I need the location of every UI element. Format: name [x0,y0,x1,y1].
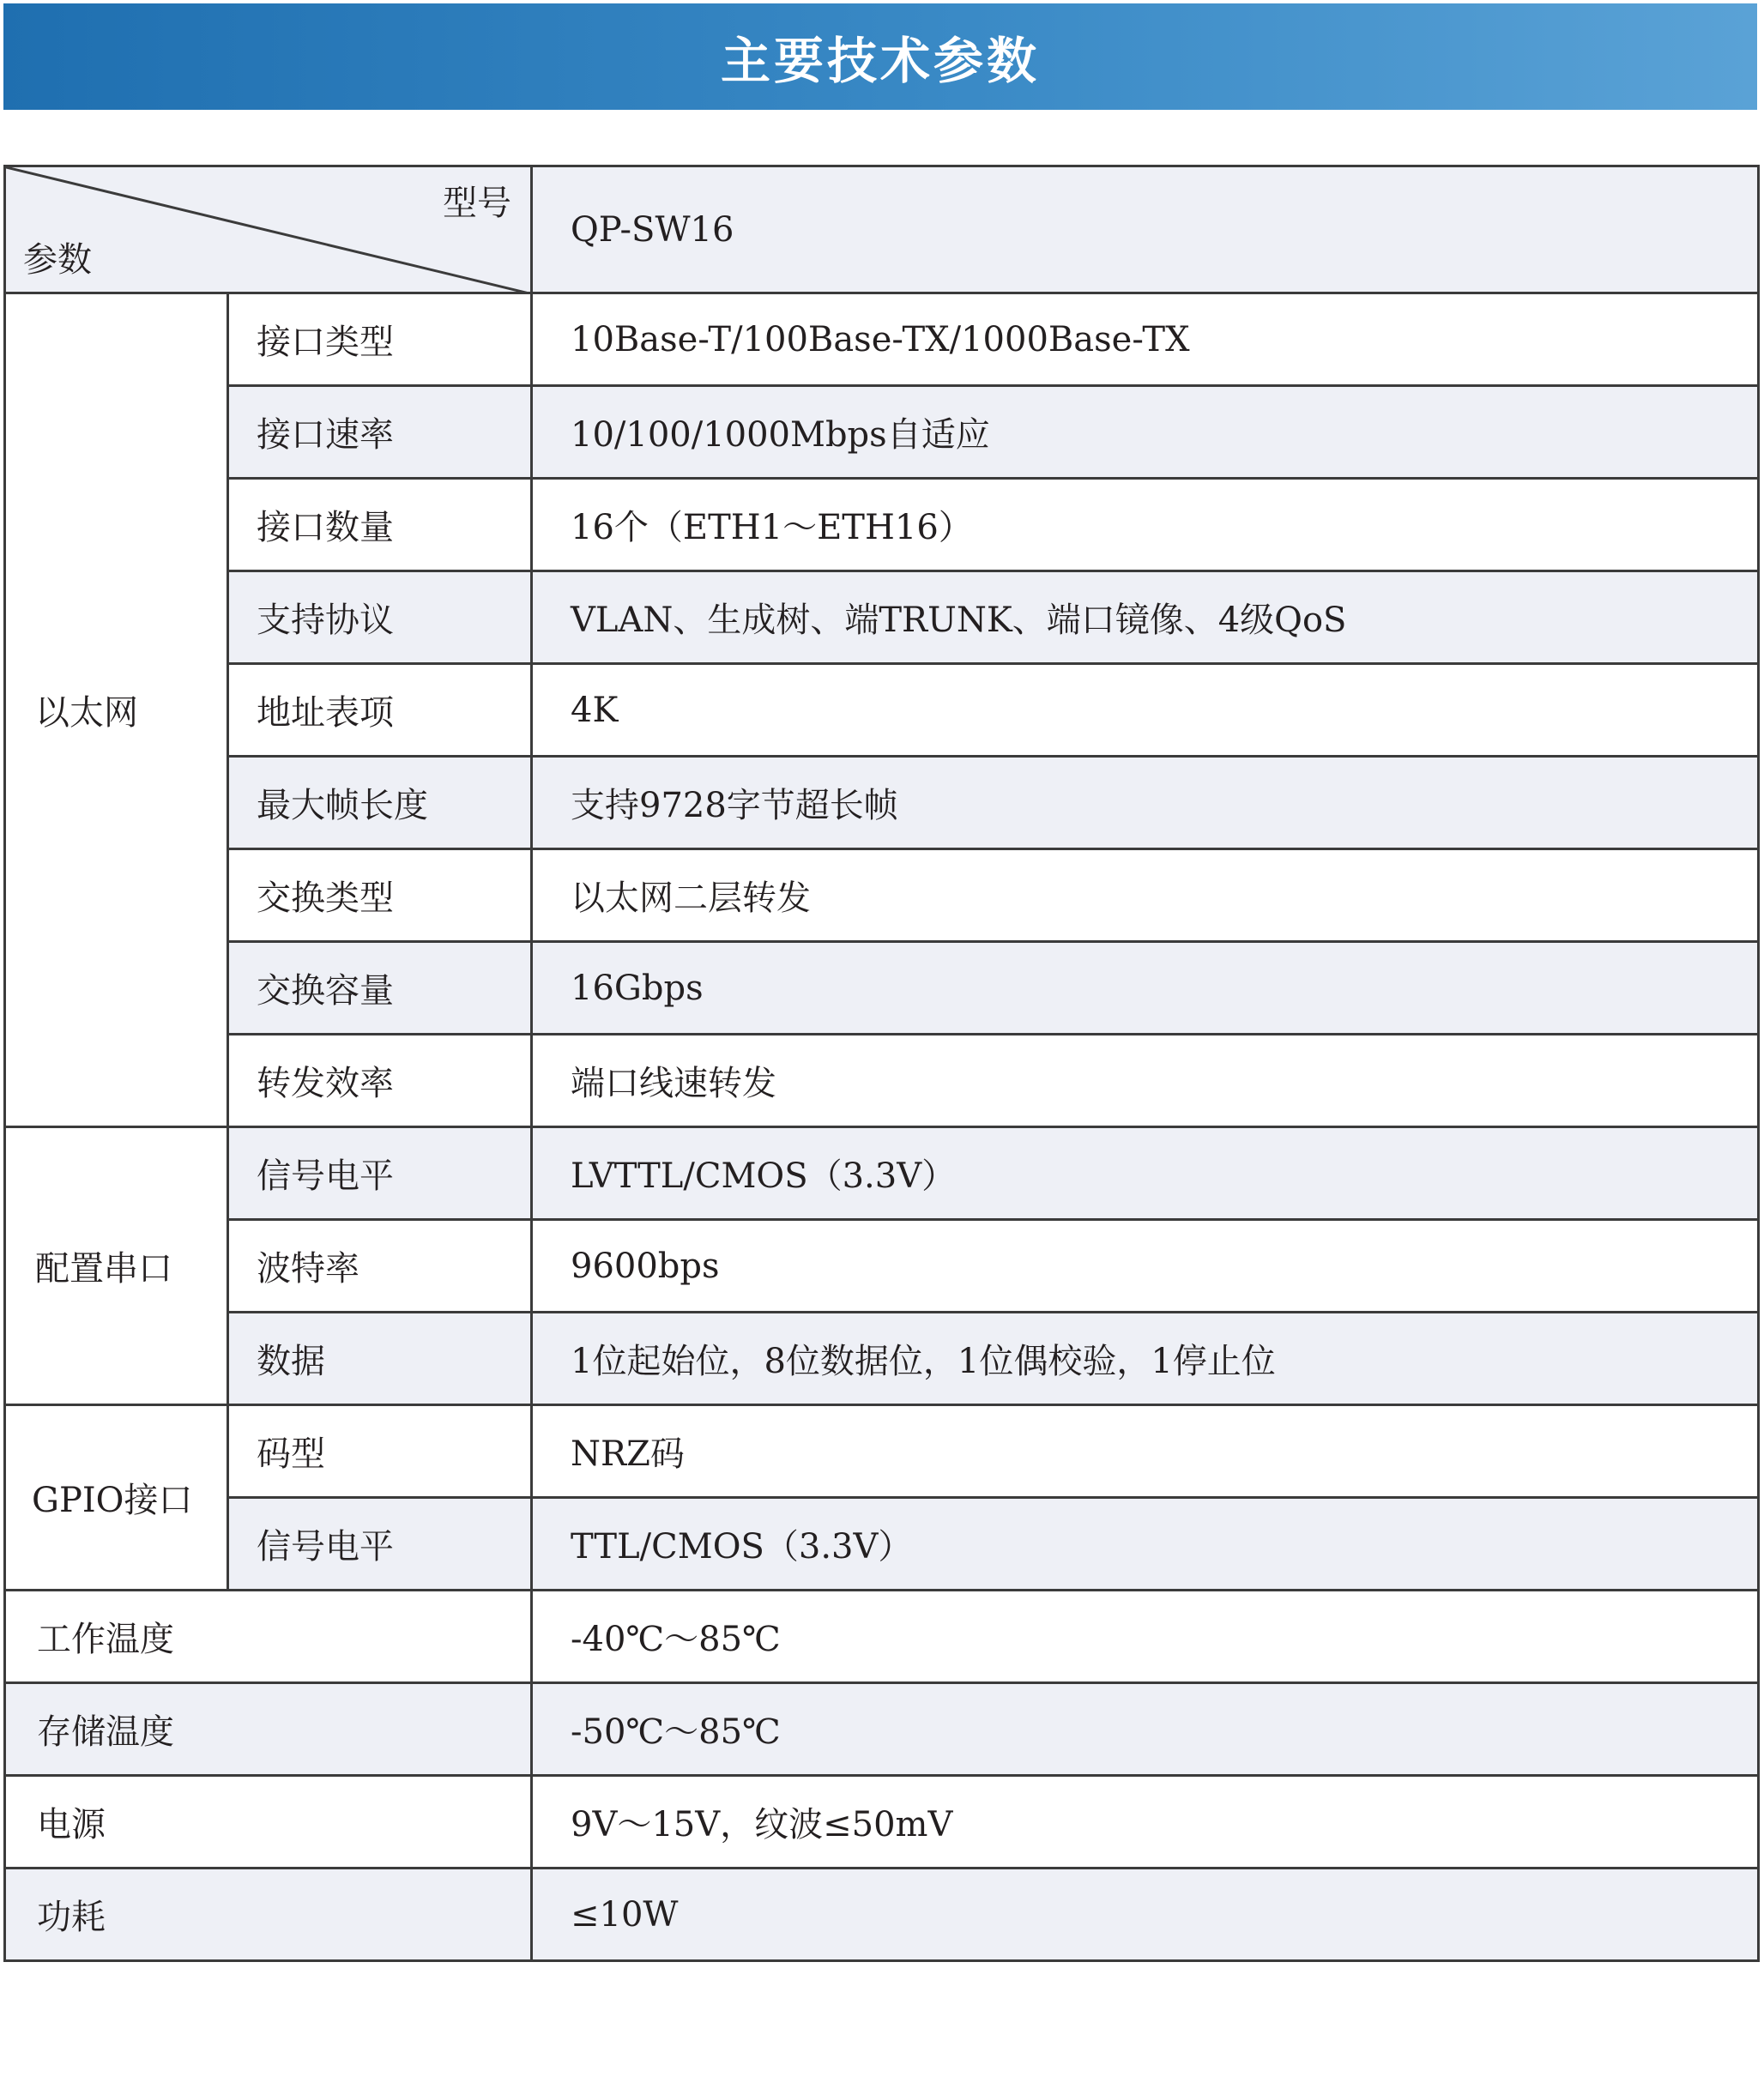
table-header-row [5,166,1759,293]
diagonal-header-cell [5,166,532,293]
row-value: 4K [532,664,1759,757]
spec-table [3,165,1760,1962]
row-label: 转发效率 [228,1035,532,1127]
table-row [5,849,1759,942]
param-label: 参数 [23,240,92,280]
table-row [5,664,1759,757]
row-label: 数据 [228,1313,532,1405]
row-value: 以太网二层转发 [532,849,1759,942]
table-row [5,1776,1759,1869]
row-value: LVTTL/CMOS（3.3V） [532,1127,1759,1220]
row-value: NRZ码 [532,1405,1759,1498]
table-row [5,1498,1759,1591]
table-row [5,942,1759,1035]
model-value: QP-SW16 [532,166,1759,293]
table-row [5,571,1759,664]
row-label: 接口数量 [228,479,532,571]
row-label: 交换容量 [228,942,532,1035]
table-row [5,757,1759,849]
row-label: 码型 [228,1405,532,1498]
row-label: 支持协议 [228,571,532,664]
title-banner [3,3,1757,110]
table-row [5,1035,1759,1127]
row-value: TTL/CMOS（3.3V） [532,1498,1759,1591]
row-value: ≤10W [532,1869,1759,1961]
page-title: 主要技术参数 [720,32,1040,90]
row-value: VLAN、生成树、端TRUNK、端口镜像、4级QoS [532,571,1759,664]
row-value: 端口线速转发 [532,1035,1759,1127]
row-label: 接口类型 [228,293,532,386]
row-value: 16个（ETH1～ETH16） [532,479,1759,571]
row-value: 9600bps [532,1220,1759,1313]
row-label: 工作温度 [5,1591,532,1683]
table-row [5,1127,1759,1220]
row-value: 支持9728字节超长帧 [532,757,1759,849]
group-gpio: GPIO接口 [5,1405,228,1591]
row-value: 9V～15V，纹波≤50mV [532,1776,1759,1869]
row-value: 10/100/1000Mbps自适应 [532,386,1759,479]
row-label: 最大帧长度 [228,757,532,849]
group-ethernet: 以太网 [5,293,228,1127]
row-label: 波特率 [228,1220,532,1313]
row-label: 信号电平 [228,1127,532,1220]
table-row [5,1591,1759,1683]
table-row [5,386,1759,479]
row-label: 存储温度 [5,1683,532,1776]
row-value: 10Base-T/100Base-TX/1000Base-TX [532,293,1759,386]
row-label: 接口速率 [228,386,532,479]
model-label: 型号 [443,184,511,223]
table-row [5,479,1759,571]
group-serial: 配置串口 [5,1127,228,1405]
table-row [5,293,1759,386]
row-value: -50℃～85℃ [532,1683,1759,1776]
table-row [5,1683,1759,1776]
table-row [5,1869,1759,1961]
row-label: 信号电平 [228,1498,532,1591]
table-row [5,1220,1759,1313]
row-value: 16Gbps [532,942,1759,1035]
row-label: 功耗 [5,1869,532,1961]
row-label: 电源 [5,1776,532,1869]
row-value: 1位起始位，8位数据位，1位偶校验，1停止位 [532,1313,1759,1405]
row-label: 交换类型 [228,849,532,942]
table-row [5,1405,1759,1498]
table-row [5,1313,1759,1405]
row-value: -40℃～85℃ [532,1591,1759,1683]
row-label: 地址表项 [228,664,532,757]
